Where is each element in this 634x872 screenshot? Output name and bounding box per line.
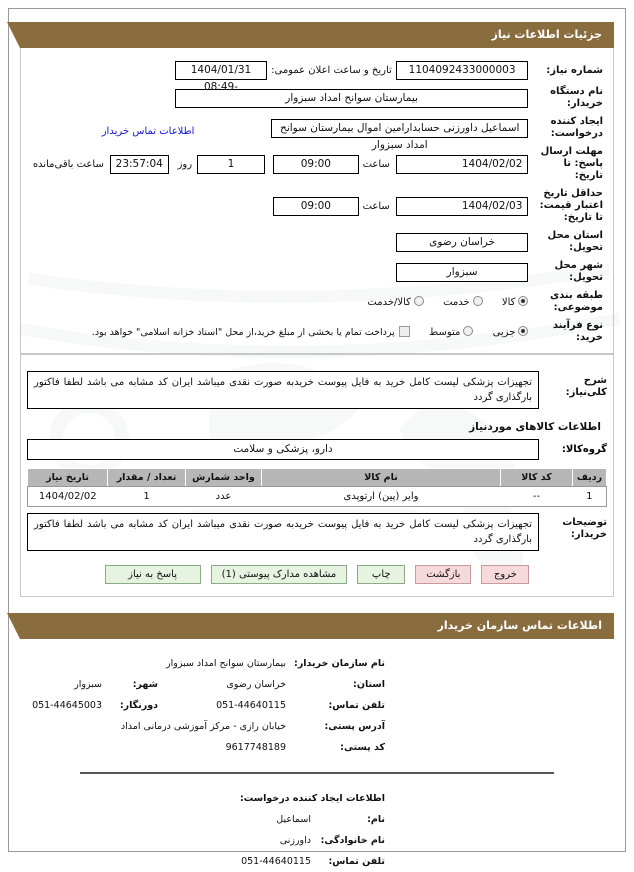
province-label: استان محل تحویل: [547, 230, 603, 253]
validity-time-value: 09:00 [273, 197, 358, 216]
treasury-checkbox-option[interactable] [92, 326, 410, 338]
creator-row-lastname [20, 830, 614, 851]
goods-col-name: نام کالا [262, 469, 501, 487]
creator-firstname-label: نام: [367, 814, 385, 825]
contact-province-value: خراسان رضوی [226, 679, 287, 690]
creator-lastname-value: داورزنی [279, 835, 311, 846]
contact-address-label: آدرس پستی: [324, 721, 385, 732]
creator-info-title-row [20, 788, 614, 809]
city-value: سبزوار [396, 263, 529, 282]
category-label: طبقه بندی موضوعی: [549, 290, 603, 313]
deadline-date-value: 1404/02/02 [396, 155, 529, 174]
radio-jozee-icon[interactable] [518, 326, 528, 336]
creator-phone-label: تلفن تماس: [328, 856, 385, 867]
respond-to-need-button[interactable]: پاسخ به نیاز [105, 565, 201, 584]
creator-firstname-value: اسماعیل [276, 814, 311, 825]
buyer-notes-value: تجهیزات پزشکی لیست کامل خرید به فایل پیوست خریدبه صورت نقدی میباشد ایران کد مشابه می باشد لطفا فاکتور بارگذاری گردد [27, 513, 539, 551]
category-option-kala-label: کالا [501, 297, 516, 308]
form-row-buyer-org [27, 83, 607, 113]
category-option-kala-khedmat[interactable] [367, 296, 424, 308]
radio-kala-khedmat-icon[interactable] [414, 296, 424, 306]
description-row [27, 371, 607, 409]
goods-table-header-row [28, 469, 607, 487]
print-button[interactable]: چاپ [357, 565, 405, 584]
creator-phone-value: 051-44640115 [241, 856, 311, 867]
deadline-label: مهلت ارسال پاسخ: تا تاریخ: [540, 146, 603, 181]
contact-fax-value: 051-44645003 [32, 700, 103, 711]
goods-cell-code: -- [501, 487, 573, 507]
deadline-days-label: روز [177, 158, 193, 170]
creator-info-table [20, 788, 614, 872]
contact-section [20, 639, 614, 872]
contact-row-phone-fax [20, 695, 614, 716]
city-label: شهر محل تحویل: [554, 260, 603, 283]
goods-cell-name: وایر (پین) ارتوپدی [262, 487, 501, 507]
contact-phone-label: تلفن تماس: [328, 700, 385, 711]
radio-khedmat-icon[interactable] [473, 296, 483, 306]
contact-fax-label: دورنگار: [119, 700, 159, 711]
contact-divider [80, 772, 554, 774]
remaining-time-label: ساعت باقی‌مانده [32, 158, 104, 170]
section-banner-need-details [20, 22, 614, 48]
contact-postal-label: کد پستی: [340, 742, 385, 753]
announce-label: تاریخ و ساعت اعلان عمومی: [271, 65, 392, 76]
validity-time-label: ساعت [362, 200, 390, 212]
treasury-checkbox-icon[interactable] [399, 326, 410, 337]
creator-lastname-label: نام خانوادگی: [320, 835, 385, 846]
view-attachments-button[interactable]: مشاهده مدارک پیوستی (1) [211, 565, 348, 584]
goods-table [27, 468, 607, 507]
buyer-contact-link[interactable]: اطلاعات تماس خریدار [101, 125, 195, 137]
validity-label: حداقل تاریخ اعتبار قیمت: تا تاریخ: [539, 188, 603, 223]
action-button-bar [27, 565, 607, 584]
creator-info-title: اطلاعات ایجاد کننده درخواست: [239, 793, 385, 804]
need-number-label: شماره نیاز: [546, 64, 603, 76]
goods-section-title: اطلاعات کالاهای موردنیاز [469, 421, 601, 433]
banner-tail-icon-2 [7, 613, 20, 639]
need-details-card [20, 48, 614, 354]
goods-group-label: گروه‌کالا: [561, 444, 607, 455]
need-number-value: 1104092433000003 [396, 61, 529, 80]
table-row [28, 487, 607, 507]
need-details-form [27, 58, 607, 347]
process-option-motavaset[interactable] [429, 326, 473, 338]
goods-col-qty: تعداد / مقدار [108, 469, 186, 487]
form-row-validity [27, 185, 607, 227]
deadline-days-value: 1 [197, 155, 265, 174]
goods-cell-unit: عدد [186, 487, 262, 507]
section-banner-need-details-label: جزئیات اطلاعات نیاز [491, 28, 602, 41]
goods-col-row: ردیف [573, 469, 607, 487]
goods-col-unit: واحد شمارش [186, 469, 262, 487]
form-row-province [27, 227, 607, 257]
contact-province-label: استان: [353, 679, 385, 690]
goods-group-row [27, 439, 607, 460]
process-option-jozee[interactable] [493, 326, 529, 338]
section-banner-need-details-wrap [20, 22, 614, 48]
process-label: نوع فرآیند خرید: [552, 320, 603, 343]
buyer-org-label: نام دستگاه خریدار: [550, 86, 603, 109]
form-row-city [27, 257, 607, 287]
section-banner-contact-label: اطلاعات تماس سازمان خریدار [437, 619, 602, 632]
goods-cell-qty: 1 [108, 487, 186, 507]
form-row-deadline [27, 143, 607, 185]
contact-city-label: شهر: [132, 679, 159, 690]
contact-row-province-city [20, 674, 614, 695]
contact-row-address [20, 716, 614, 737]
form-row-need-number [27, 58, 607, 83]
contact-table [20, 653, 614, 758]
form-row-category [27, 287, 607, 317]
description-card [20, 354, 614, 597]
process-option-jozee-label: جزیی [492, 327, 516, 338]
contact-org-value: بیمارستان سوانح امداد سبزوار [166, 658, 287, 669]
treasury-checkbox-label: پرداخت تمام یا بخشی از مبلغ خرید،از محل "اسناد خزانه اسلامی" خواهد بود. [91, 327, 395, 338]
deadline-time-value: 09:00 [273, 155, 358, 174]
form-row-creator [27, 113, 607, 143]
section-banner-contact [20, 613, 614, 639]
deadline-time-label: ساعت [362, 158, 390, 170]
creator-row-firstname [20, 809, 614, 830]
creator-label: ایجاد کننده درخواست: [550, 116, 603, 139]
validity-date-value: 1404/02/03 [396, 197, 529, 216]
exit-button[interactable]: خروج [481, 565, 529, 584]
contact-row-org [20, 653, 614, 674]
section-banner-contact-wrap [20, 613, 614, 639]
category-option-khedmat[interactable] [443, 296, 483, 308]
announce-value: 1404/01/31 -08:49 [175, 61, 267, 80]
remaining-time-value: 23:57:04 [110, 155, 169, 174]
form-row-process-type [27, 317, 607, 347]
category-option-kala[interactable] [502, 296, 529, 308]
province-value: خراسان رضوی [396, 233, 529, 252]
goods-cell-row: 1 [573, 487, 607, 507]
goods-group-value: دارو، پزشکی و سلامت [27, 439, 539, 460]
goods-col-date: تاریخ نیاز [28, 469, 108, 487]
radio-kala-icon[interactable] [518, 296, 528, 306]
buyer-notes-row [27, 513, 607, 551]
category-option-khedmat-label: خدمت [443, 297, 470, 308]
creator-value: اسماعیل داورزنی حسابدارامین اموال بیمارستان سوانح امداد سبزوار [271, 119, 528, 138]
radio-motavaset-icon[interactable] [463, 326, 473, 336]
goods-cell-date: 1404/02/02 [28, 487, 108, 507]
description-label: شرح کلی‌نیاز: [565, 375, 607, 398]
creator-row-phone [20, 851, 614, 872]
buyer-org-value: بیمارستان سوانح امداد سبزوار [175, 89, 529, 108]
category-option-kala-khedmat-label: کالا/خدمت [367, 297, 411, 308]
banner-tail-icon [7, 22, 20, 48]
back-button[interactable]: بازگشت [415, 565, 471, 584]
contact-address-value: خیابان رازی - مرکز آموزشی درمانی امداد [120, 721, 287, 732]
contact-org-label: نام سازمان خریدار: [294, 658, 385, 669]
page-frame [8, 8, 626, 867]
contact-postal-value: 9617748189 [225, 742, 287, 753]
contact-row-postal [20, 737, 614, 758]
goods-col-code: کد کالا [501, 469, 573, 487]
process-option-motavaset-label: متوسط [428, 327, 461, 338]
buyer-notes-label: توضیحات خریدار: [562, 517, 607, 540]
contact-city-value: سبزوار [74, 679, 103, 690]
contact-phone-value: 051-44640115 [216, 700, 287, 711]
description-value: تجهیزات پزشکی لیست کامل خرید به فایل پیوست خریدبه صورت نقدی میباشد ایران کد مشابه می باشد لطفا فاکتور بارگذاری گردد [27, 371, 539, 409]
